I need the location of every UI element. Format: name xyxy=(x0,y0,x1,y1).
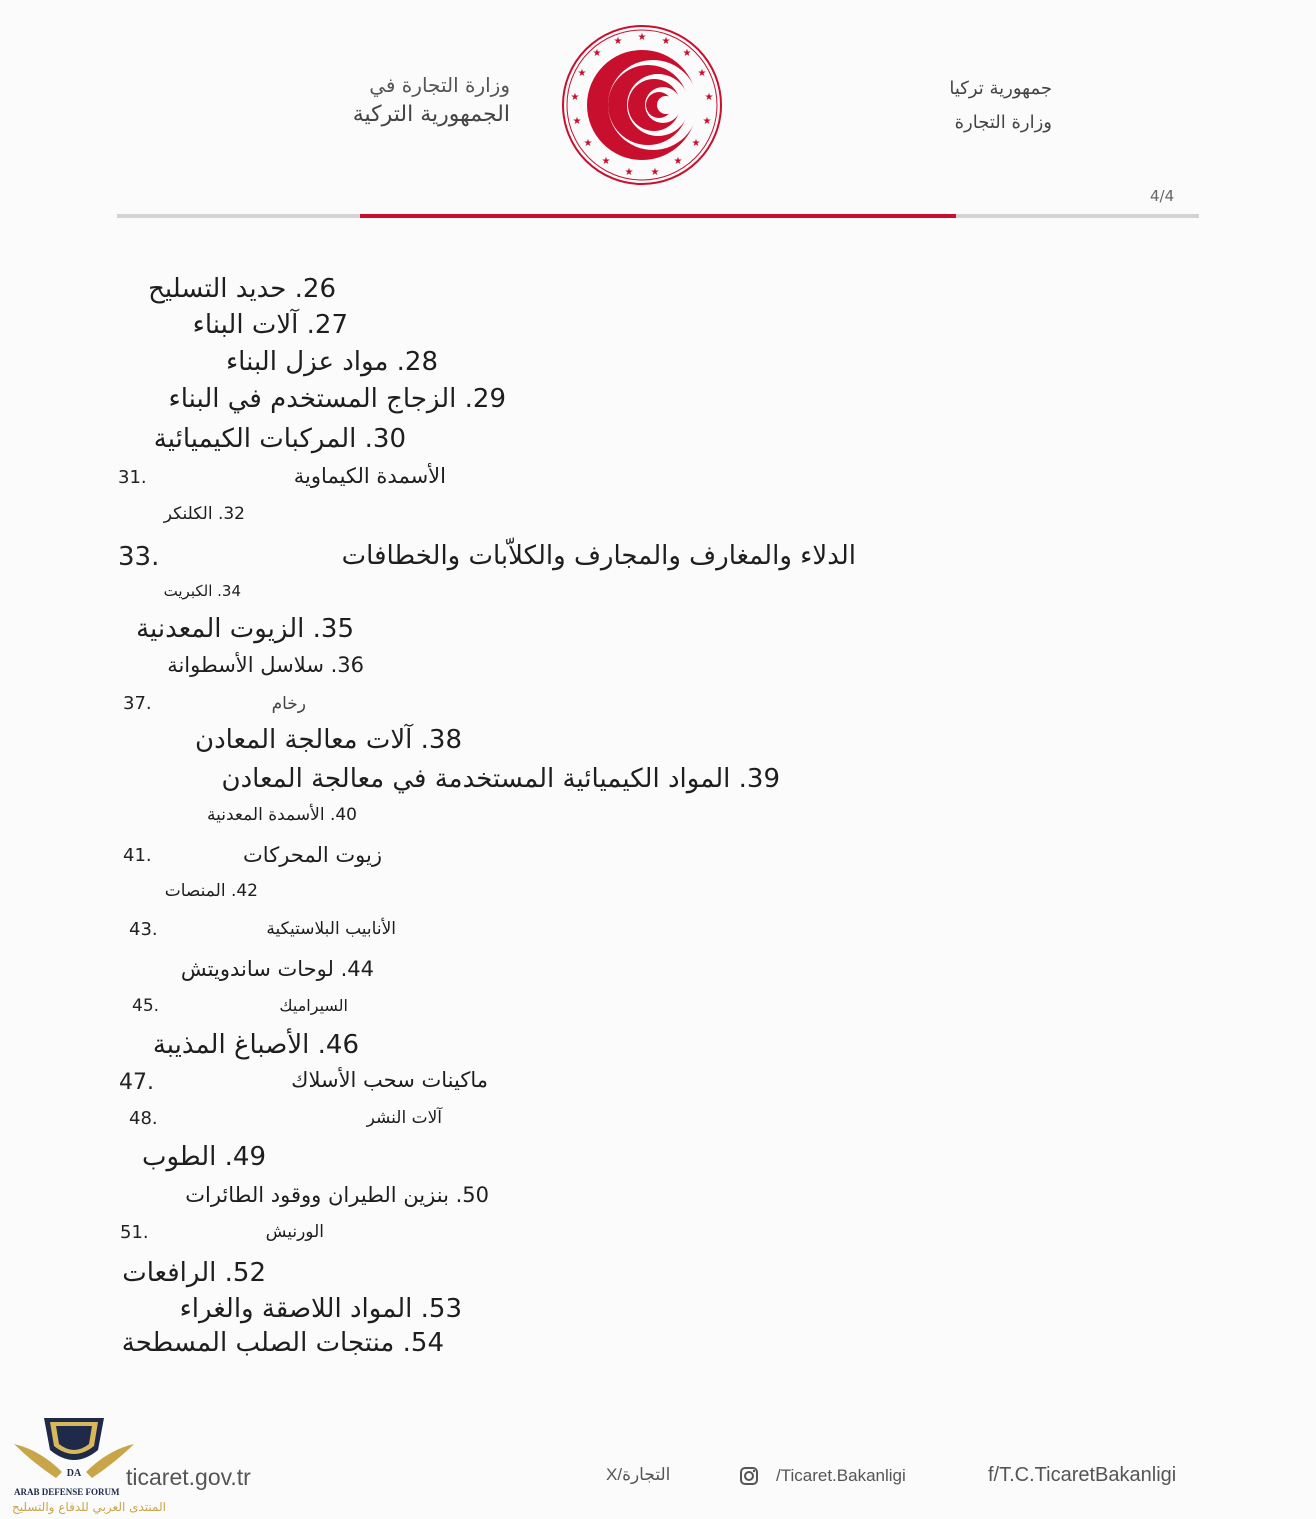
svg-text:★: ★ xyxy=(572,116,582,127)
svg-text:★: ★ xyxy=(673,156,683,167)
list-item-29: 29. الزجاج المستخدم في البناء xyxy=(168,384,506,414)
svg-text:★: ★ xyxy=(691,138,701,149)
list-item-51-number: 51. xyxy=(120,1222,149,1243)
page-number: 4/4 xyxy=(1150,187,1175,205)
list-item-45-number: 45. xyxy=(132,996,160,1016)
svg-text:★: ★ xyxy=(592,48,602,59)
list-item-52: 52. الرافعات xyxy=(122,1258,266,1288)
list-item-37-text: رخام xyxy=(271,694,306,714)
watermark-line2: المنتدى العربي للدفاع والتسليح xyxy=(12,1500,166,1514)
list-item-54: 54. منتجات الصلب المسطحة xyxy=(121,1328,444,1358)
list-item-28: 28. مواد عزل البناء xyxy=(225,347,438,377)
header-left-line1: وزارة التجارة في xyxy=(369,73,510,97)
watermark-line1: ARAB DEFENSE FORUM xyxy=(14,1487,120,1497)
list-item-43-text: الأنابيب البلاستيكية xyxy=(266,919,396,939)
svg-text:★: ★ xyxy=(577,68,587,79)
forum-logo-icon xyxy=(10,1412,138,1490)
svg-text:★: ★ xyxy=(704,92,714,103)
header-right-block xyxy=(880,72,1052,140)
svg-text:★: ★ xyxy=(697,68,707,79)
footer-x-handle[interactable]: X/التجارة xyxy=(606,1465,671,1484)
header-left-block xyxy=(330,70,510,130)
list-item-40: 40. الأسمدة المعدنية xyxy=(206,805,357,825)
list-item-48-number: 48. xyxy=(129,1108,158,1129)
svg-text:★: ★ xyxy=(702,116,712,127)
header-divider-accent xyxy=(360,214,956,218)
list-item-31-text: الأسمدة الكيماوية xyxy=(293,464,446,488)
svg-text:★: ★ xyxy=(682,48,692,59)
svg-text:★: ★ xyxy=(661,36,671,47)
svg-text:★: ★ xyxy=(637,32,647,43)
list-item-47-text: ماكينات سحب الأسلاك xyxy=(291,1068,488,1092)
list-item-30: 30. المركبات الكيميائية xyxy=(153,424,406,454)
list-item-45-text: السيراميك xyxy=(279,996,348,1015)
instagram-icon[interactable] xyxy=(739,1466,759,1486)
header-right-line1: جمهورية تركيا xyxy=(949,78,1052,99)
list-item-36: 36. سلاسل الأسطوانة xyxy=(167,653,364,677)
list-item-26: 26. حديد التسليح xyxy=(148,274,336,304)
svg-text:★: ★ xyxy=(570,92,580,103)
list-item-51-text: الورنيش xyxy=(265,1222,324,1242)
list-item-33-text: الدلاء والمغارف والمجارف والكلاّبات والخطافات xyxy=(341,541,856,571)
list-item-35: 35. الزيوت المعدنية xyxy=(136,614,354,644)
list-item-33-number: 33. xyxy=(118,542,160,572)
list-item-49: 49. الطوب xyxy=(141,1142,266,1172)
footer-instagram[interactable]: /Ticaret.Bakanligi xyxy=(776,1466,906,1485)
header-right-line2: وزارة التجارة xyxy=(954,112,1052,133)
list-item-50: 50. بنزين الطيران ووقود الطائرات xyxy=(185,1183,489,1207)
list-item-42: 42. المنصات xyxy=(164,881,258,901)
list-item-53: 53. المواد اللاصقة والغراء xyxy=(179,1294,462,1324)
svg-text:★: ★ xyxy=(601,156,611,167)
list-item-44: 44. لوحات ساندويتش xyxy=(180,957,374,981)
list-item-31-number: 31. xyxy=(118,467,147,488)
svg-text:★: ★ xyxy=(624,167,634,178)
list-item-37-number: 37. xyxy=(123,693,152,714)
list-item-41-text: زيوت المحركات xyxy=(243,843,382,867)
svg-text:★: ★ xyxy=(666,98,680,114)
list-item-43-number: 43. xyxy=(129,919,158,940)
list-item-34: 34. الكبريت xyxy=(163,582,241,600)
svg-text:★: ★ xyxy=(583,138,593,149)
list-item-48-text: آلات النشر xyxy=(366,1108,442,1128)
list-item-38: 38. آلات معالجة المعادن xyxy=(194,725,462,755)
svg-text:★: ★ xyxy=(613,36,623,47)
footer-website[interactable]: ticaret.gov.tr xyxy=(126,1464,251,1490)
list-item-46: 46. الأصباغ المذيبة xyxy=(152,1030,359,1060)
list-item-41-number: 41. xyxy=(123,845,152,866)
list-item-27: 27. آلات البناء xyxy=(192,310,348,340)
list-item-39: 39. المواد الكيميائية المستخدمة في معالجة المعادن xyxy=(221,764,780,794)
forum-logo-mark: DA xyxy=(66,1468,82,1479)
svg-text:★: ★ xyxy=(650,167,660,178)
list-item-32: 32. الكلنكر xyxy=(163,504,245,524)
ministry-emblem-icon xyxy=(561,24,723,186)
list-item-47-number: 47. xyxy=(119,1070,154,1095)
header-left-line2: الجمهورية التركية xyxy=(352,102,510,127)
footer-facebook[interactable]: f/T.C.TicaretBakanligi xyxy=(988,1464,1177,1486)
